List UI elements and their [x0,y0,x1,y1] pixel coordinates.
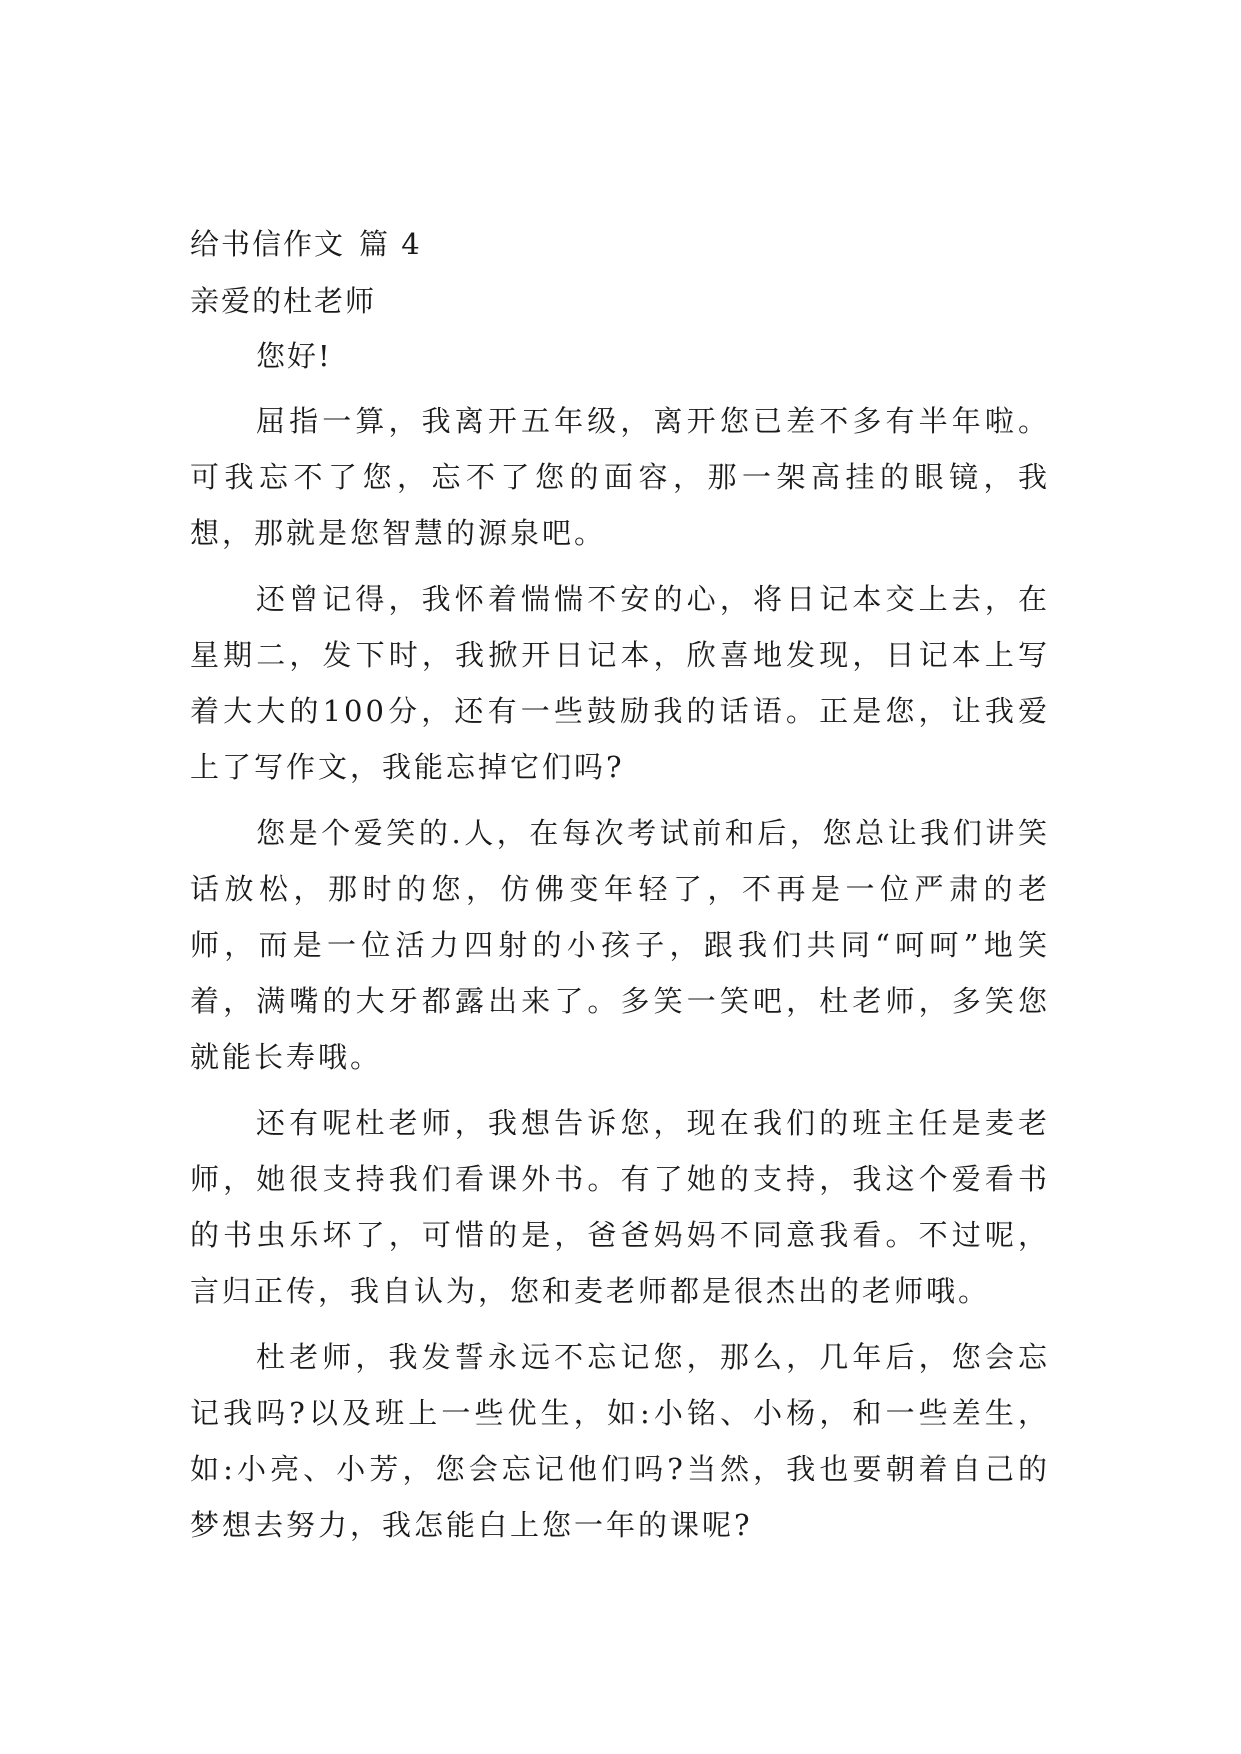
paragraph-5: 杜老师，我发誓永远不忘记您，那么，几年后，您会忘记我吗?以及班上一些优生，如:小铭、小杨，和一些差生，如:小亮、小芳，您会忘记他们吗?当然，我也要朝着自己的梦想去努力，我怎能白上您一年的课呢? [190,1340,1050,1542]
paragraph-2: 还曾记得，我怀着惴惴不安的心，将日记本交上去，在星期二，发下时，我掀开日记本，欣喜地发现，日记本上写着大大的100分，还有一些鼓励我的话语。正是您，让我爱上了写作文，我能忘掉它们吗? [190,582,1050,784]
paragraph-1: 屈指一算，我离开五年级，离开您已差不多有半年啦。可我忘不了您，忘不了您的面容，那一架高挂的眼镜，我想，那就是您智慧的源泉吧。 [190,404,1050,550]
letter-body [190,222,1050,1563]
paragraph-3: 您是个爱笑的.人，在每次考试前和后，您总让我们讲笑话放松，那时的您，仿佛变年轻了，不再是一位严肃的老师，而是一位活力四射的小孩子，跟我们共同“呵呵”地笑着，满嘴的大牙都露出来了。多笑一笑吧，杜老师，多笑您就能长寿哦。 [190,816,1050,1074]
greeting: 您好! [256,339,332,373]
document-title: 给书信作文 [190,227,346,261]
paragraph-4: 还有呢杜老师，我想告诉您，现在我们的班主任是麦老师，她很支持我们看课外书。有了她的支持，我这个爱看书的书虫乐坏了，可惜的是，爸爸妈妈不同意我看。不过呢，言归正传，我自认为，您和麦老师都是很杰出的老师哦。 [190,1106,1050,1308]
salutation: 亲爱的杜老师 [190,284,377,318]
document-title-suffix: 篇 4 [359,227,422,261]
document-title-line [190,222,1050,266]
